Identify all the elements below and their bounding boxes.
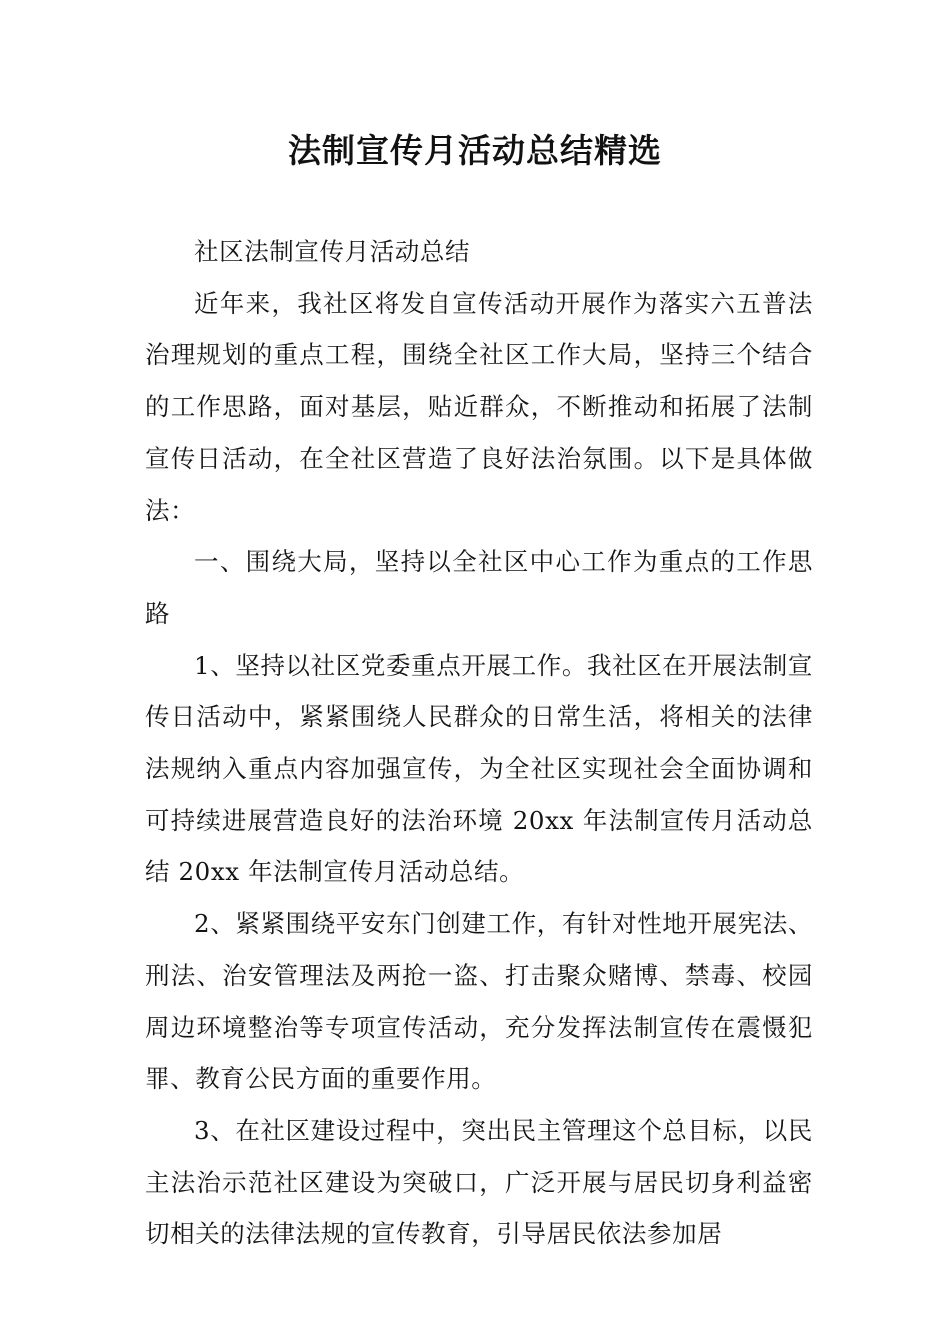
paragraph-item-1: 1、坚持以社区党委重点开展工作。我社区在开展法制宣传日活动中，紧紧围绕人民群众的日常生活，将相关的法律法规纳入重点内容加强宣传，为全社区实现社会全面协调和可持续进展营造良好的法治环境 20xx 年法制宣传月活动总结 20xx 年法制宣传月活动总结。: [145, 650, 813, 887]
paragraph-subtitle: 社区法制宣传月活动总结: [194, 237, 471, 266]
paragraph-item-3: 3、在社区建设过程中，突出民主管理这个总目标，以民主法治示范社区建设为突破口，广泛开展与居民切身利益密切相关的法律法规的宣传教育，引导居民依法参加居: [145, 1115, 813, 1249]
paragraph-section-heading-1: 一、围绕大局，坚持以全社区中心工作为重点的工作思路: [145, 547, 813, 628]
document-title: 法制宣传月活动总结精选: [288, 131, 662, 170]
paragraph-intro: 近年来，我社区将发自宣传活动开展作为落实六五普法治理规划的重点工程，围绕全社区工作大局，坚持三个结合的工作思路，面对基层，贴近群众，不断推动和拓展了法制宣传日活动，在全社区营造了良好法治氛围。以下是具体做法：: [145, 288, 813, 525]
paragraph-item-2: 2、紧紧围绕平安东门创建工作，有针对性地开展宪法、刑法、治安管理法及两抢一盗、打击聚众赌博、禁毒、校园周边环境整治等专项宣传活动，充分发挥法制宣传在震慑犯罪、教育公民方面的重要作用。: [145, 909, 813, 1094]
document-body: [145, 226, 813, 1260]
